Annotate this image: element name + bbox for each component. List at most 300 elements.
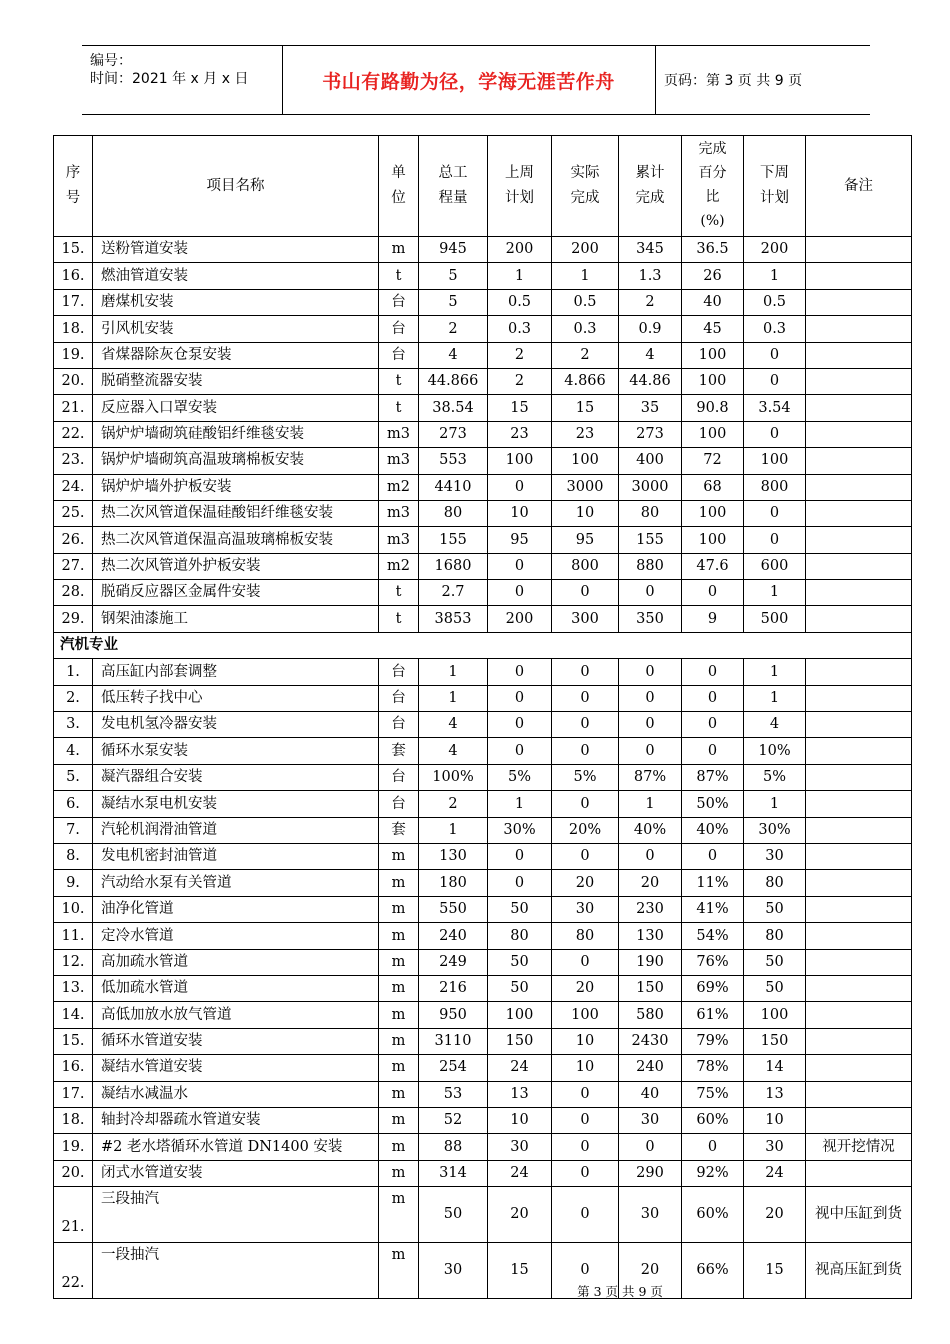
row-total: 38.54 — [419, 395, 488, 421]
row-no: 18. — [54, 316, 93, 342]
row-no: 1. — [54, 659, 93, 685]
row-total: 50 — [419, 1187, 488, 1243]
row-actual: 10 — [552, 1028, 619, 1054]
row-percent: 72 — [682, 448, 744, 474]
row-next-week-plan: 80 — [744, 870, 806, 896]
row-no: 4. — [54, 738, 93, 764]
row-last-week-plan: 24 — [488, 1055, 552, 1081]
row-cumulative: 2 — [619, 289, 682, 315]
table-row — [54, 395, 912, 421]
row-unit: t — [379, 395, 419, 421]
header-name: 项目名称 — [93, 136, 379, 237]
row-remark — [806, 368, 912, 394]
table-row — [54, 1107, 912, 1133]
row-unit: m2 — [379, 553, 419, 579]
row-total: 5 — [419, 263, 488, 289]
row-next-week-plan: 800 — [744, 474, 806, 500]
row-percent: 66% — [682, 1243, 744, 1299]
row-actual: 0 — [552, 712, 619, 738]
row-remark — [806, 1081, 912, 1107]
table-row — [54, 896, 912, 922]
row-percent: 0 — [682, 580, 744, 606]
row-unit: 套 — [379, 817, 419, 843]
row-remark — [806, 448, 912, 474]
row-name: 三段抽汽 — [93, 1187, 379, 1243]
row-next-week-plan: 10% — [744, 738, 806, 764]
row-last-week-plan: 5% — [488, 764, 552, 790]
row-percent: 61% — [682, 1002, 744, 1028]
row-actual: 0.3 — [552, 316, 619, 342]
row-next-week-plan: 1 — [744, 580, 806, 606]
row-no: 19. — [54, 1134, 93, 1160]
row-cumulative: 3000 — [619, 474, 682, 500]
table-row — [54, 527, 912, 553]
row-no: 17. — [54, 1081, 93, 1107]
row-last-week-plan: 30 — [488, 1134, 552, 1160]
row-remark: 视高压缸到货 — [806, 1243, 912, 1299]
row-no: 11. — [54, 923, 93, 949]
row-no: 20. — [54, 1160, 93, 1186]
row-remark — [806, 527, 912, 553]
row-remark — [806, 685, 912, 711]
row-remark: 视开挖情况 — [806, 1134, 912, 1160]
row-no: 25. — [54, 500, 93, 526]
row-unit: m — [379, 975, 419, 1001]
table-row — [54, 237, 912, 263]
row-remark — [806, 1028, 912, 1054]
row-remark — [806, 659, 912, 685]
row-total: 30 — [419, 1243, 488, 1299]
row-no: 24. — [54, 474, 93, 500]
row-percent: 60% — [682, 1107, 744, 1133]
row-unit: m — [379, 896, 419, 922]
row-next-week-plan: 100 — [744, 1002, 806, 1028]
row-next-week-plan: 30 — [744, 843, 806, 869]
row-cumulative: 0 — [619, 712, 682, 738]
row-remark — [806, 289, 912, 315]
row-total: 273 — [419, 421, 488, 447]
row-next-week-plan: 0 — [744, 421, 806, 447]
row-no: 16. — [54, 263, 93, 289]
row-total: 945 — [419, 237, 488, 263]
row-name: 凝汽器组合安装 — [93, 764, 379, 790]
row-next-week-plan: 200 — [744, 237, 806, 263]
row-remark — [806, 553, 912, 579]
row-actual: 0 — [552, 1081, 619, 1107]
row-next-week-plan: 0.3 — [744, 316, 806, 342]
row-next-week-plan: 600 — [744, 553, 806, 579]
row-percent: 100 — [682, 500, 744, 526]
row-total: 1 — [419, 817, 488, 843]
row-cumulative: 0 — [619, 843, 682, 869]
row-name: 高压缸内部套调整 — [93, 659, 379, 685]
row-cumulative: 150 — [619, 975, 682, 1001]
row-last-week-plan: 0 — [488, 580, 552, 606]
row-unit: t — [379, 368, 419, 394]
row-remark — [806, 474, 912, 500]
page-footer: 第 3 页 共 9 页 — [577, 1284, 663, 1299]
row-unit: m — [379, 949, 419, 975]
row-last-week-plan: 0 — [488, 474, 552, 500]
header-total: 总工程量 — [419, 136, 488, 237]
row-unit: m3 — [379, 500, 419, 526]
row-no: 12. — [54, 949, 93, 975]
row-name: 锅炉炉墙砌筑硅酸铝纤维毯安装 — [93, 421, 379, 447]
row-percent: 50% — [682, 791, 744, 817]
row-actual: 95 — [552, 527, 619, 553]
table-row — [54, 553, 912, 579]
row-percent: 40% — [682, 817, 744, 843]
row-remark — [806, 1160, 912, 1186]
row-remark — [806, 738, 912, 764]
row-actual: 0 — [552, 659, 619, 685]
row-actual: 80 — [552, 923, 619, 949]
table-row — [54, 764, 912, 790]
row-no: 10. — [54, 896, 93, 922]
row-last-week-plan: 0 — [488, 843, 552, 869]
row-name: 锅炉炉墙外护板安装 — [93, 474, 379, 500]
row-last-week-plan: 1 — [488, 263, 552, 289]
row-actual: 2 — [552, 342, 619, 368]
row-no: 13. — [54, 975, 93, 1001]
row-unit: 台 — [379, 764, 419, 790]
row-remark — [806, 896, 912, 922]
header-unit: 单位 — [379, 136, 419, 237]
row-remark — [806, 870, 912, 896]
row-actual: 100 — [552, 448, 619, 474]
row-name: 发电机氢冷器安装 — [93, 712, 379, 738]
row-remark — [806, 843, 912, 869]
document-time-label: 时间：2021 年 x 月 x 日 — [90, 71, 249, 87]
row-total: 950 — [419, 1002, 488, 1028]
row-percent: 75% — [682, 1081, 744, 1107]
row-last-week-plan: 0 — [488, 712, 552, 738]
row-name: 一段抽汽 — [93, 1243, 379, 1299]
row-percent: 41% — [682, 896, 744, 922]
row-name: 油净化管道 — [93, 896, 379, 922]
row-last-week-plan: 13 — [488, 1081, 552, 1107]
row-unit: 台 — [379, 342, 419, 368]
row-no: 2. — [54, 685, 93, 711]
row-no: 5. — [54, 764, 93, 790]
row-remark — [806, 817, 912, 843]
row-total: 100% — [419, 764, 488, 790]
table-row — [54, 580, 912, 606]
row-unit: 台 — [379, 712, 419, 738]
row-name: 凝结水管道安装 — [93, 1055, 379, 1081]
table-header-row — [54, 136, 912, 237]
row-total: 52 — [419, 1107, 488, 1133]
row-name: 送粉管道安装 — [93, 237, 379, 263]
row-unit: m2 — [379, 474, 419, 500]
table-row — [54, 817, 912, 843]
row-total: 44.866 — [419, 368, 488, 394]
row-next-week-plan: 14 — [744, 1055, 806, 1081]
row-actual: 0 — [552, 1160, 619, 1186]
table-row — [54, 606, 912, 632]
row-next-week-plan: 1 — [744, 263, 806, 289]
row-last-week-plan: 24 — [488, 1160, 552, 1186]
row-no: 21. — [54, 395, 93, 421]
row-remark — [806, 421, 912, 447]
row-next-week-plan: 15 — [744, 1243, 806, 1299]
section-turbine — [54, 632, 912, 658]
row-name: 脱硝反应器区金属件安装 — [93, 580, 379, 606]
row-percent: 69% — [682, 975, 744, 1001]
table-row — [54, 1160, 912, 1186]
row-unit: m3 — [379, 448, 419, 474]
row-unit: t — [379, 580, 419, 606]
row-cumulative: 80 — [619, 500, 682, 526]
row-next-week-plan: 30 — [744, 1134, 806, 1160]
row-remark — [806, 975, 912, 1001]
table-row — [54, 791, 912, 817]
row-last-week-plan: 0.3 — [488, 316, 552, 342]
row-name: 省煤器除灰仓泵安装 — [93, 342, 379, 368]
row-total: 2 — [419, 316, 488, 342]
row-next-week-plan: 24 — [744, 1160, 806, 1186]
row-remark — [806, 580, 912, 606]
table-row — [54, 1002, 912, 1028]
row-unit: 台 — [379, 685, 419, 711]
row-cumulative: 87% — [619, 764, 682, 790]
row-remark — [806, 923, 912, 949]
row-name: 热二次风管道外护板安装 — [93, 553, 379, 579]
row-name: 凝结水减温水 — [93, 1081, 379, 1107]
row-actual: 200 — [552, 237, 619, 263]
row-no: 22. — [54, 421, 93, 447]
row-last-week-plan: 50 — [488, 949, 552, 975]
row-actual: 10 — [552, 1055, 619, 1081]
row-no: 20. — [54, 368, 93, 394]
row-actual: 100 — [552, 1002, 619, 1028]
row-percent: 68 — [682, 474, 744, 500]
row-remark — [806, 1107, 912, 1133]
table-row — [54, 474, 912, 500]
row-total: 550 — [419, 896, 488, 922]
table-row — [54, 843, 912, 869]
row-cumulative: 30 — [619, 1187, 682, 1243]
row-cumulative: 240 — [619, 1055, 682, 1081]
table-row — [54, 263, 912, 289]
row-cumulative: 30 — [619, 1107, 682, 1133]
row-total: 155 — [419, 527, 488, 553]
row-name: 磨煤机安装 — [93, 289, 379, 315]
row-next-week-plan: 13 — [744, 1081, 806, 1107]
row-cumulative: 350 — [619, 606, 682, 632]
row-unit: 台 — [379, 659, 419, 685]
row-name: 热二次风管道保温硅酸铝纤维毯安装 — [93, 500, 379, 526]
row-total: 4 — [419, 738, 488, 764]
row-last-week-plan: 50 — [488, 896, 552, 922]
row-percent: 92% — [682, 1160, 744, 1186]
row-no: 6. — [54, 791, 93, 817]
row-last-week-plan: 2 — [488, 368, 552, 394]
row-actual: 800 — [552, 553, 619, 579]
row-name: 高加疏水管道 — [93, 949, 379, 975]
row-percent: 47.6 — [682, 553, 744, 579]
header-no: 序号 — [54, 136, 93, 237]
row-percent: 60% — [682, 1187, 744, 1243]
row-actual: 0 — [552, 1107, 619, 1133]
header-percent: 完成百分比(%) — [682, 136, 744, 237]
table-row — [54, 712, 912, 738]
row-name: 燃油管道安装 — [93, 263, 379, 289]
row-unit: m — [379, 1187, 419, 1243]
row-percent: 0 — [682, 1134, 744, 1160]
row-actual: 0 — [552, 1243, 619, 1299]
table-row — [54, 1134, 912, 1160]
row-actual: 0 — [552, 580, 619, 606]
row-no: 15. — [54, 237, 93, 263]
row-total: 80 — [419, 500, 488, 526]
table-row — [54, 316, 912, 342]
row-total: 4 — [419, 712, 488, 738]
row-unit: 台 — [379, 791, 419, 817]
table-row — [54, 1028, 912, 1054]
row-actual: 4.866 — [552, 368, 619, 394]
table-row — [54, 949, 912, 975]
row-last-week-plan: 1 — [488, 791, 552, 817]
header-cumulative: 累计完成 — [619, 136, 682, 237]
row-unit: m — [379, 1160, 419, 1186]
row-no: 3. — [54, 712, 93, 738]
row-no: 28. — [54, 580, 93, 606]
row-last-week-plan: 0 — [488, 870, 552, 896]
table-row — [54, 368, 912, 394]
row-remark — [806, 712, 912, 738]
row-no: 16. — [54, 1055, 93, 1081]
row-remark: 视中压缸到货 — [806, 1187, 912, 1243]
row-no: 8. — [54, 843, 93, 869]
row-last-week-plan: 200 — [488, 237, 552, 263]
row-percent: 87% — [682, 764, 744, 790]
row-next-week-plan: 4 — [744, 712, 806, 738]
row-cumulative: 190 — [619, 949, 682, 975]
row-remark — [806, 500, 912, 526]
row-cumulative: 345 — [619, 237, 682, 263]
row-cumulative: 4 — [619, 342, 682, 368]
row-actual: 1 — [552, 263, 619, 289]
row-next-week-plan: 500 — [744, 606, 806, 632]
row-total: 180 — [419, 870, 488, 896]
page-header — [82, 45, 870, 115]
row-unit: 台 — [379, 316, 419, 342]
row-total: 1 — [419, 659, 488, 685]
row-actual: 0.5 — [552, 289, 619, 315]
row-actual: 30 — [552, 896, 619, 922]
header-actual: 实际完成 — [552, 136, 619, 237]
row-next-week-plan: 0 — [744, 342, 806, 368]
row-next-week-plan: 1 — [744, 685, 806, 711]
header-next-week-plan: 下周计划 — [744, 136, 806, 237]
row-unit: m — [379, 1134, 419, 1160]
row-next-week-plan: 80 — [744, 923, 806, 949]
row-remark — [806, 237, 912, 263]
row-last-week-plan: 0.5 — [488, 289, 552, 315]
row-no: 18. — [54, 1107, 93, 1133]
table-row — [54, 923, 912, 949]
row-total: 1680 — [419, 553, 488, 579]
row-cumulative: 0 — [619, 738, 682, 764]
row-percent: 11% — [682, 870, 744, 896]
row-unit: m — [379, 1107, 419, 1133]
row-total: 130 — [419, 843, 488, 869]
row-actual: 0 — [552, 1134, 619, 1160]
row-actual: 0 — [552, 791, 619, 817]
header-remark: 备注 — [806, 136, 912, 237]
row-next-week-plan: 50 — [744, 949, 806, 975]
row-total: 1 — [419, 685, 488, 711]
row-cumulative: 130 — [619, 923, 682, 949]
table-row — [54, 738, 912, 764]
row-name: #2 老水塔循环水管道 DN1400 安装 — [93, 1134, 379, 1160]
row-name: 低加疏水管道 — [93, 975, 379, 1001]
row-percent: 45 — [682, 316, 744, 342]
row-remark — [806, 764, 912, 790]
row-last-week-plan: 15 — [488, 395, 552, 421]
table-row — [54, 975, 912, 1001]
row-cumulative: 2430 — [619, 1028, 682, 1054]
row-unit: t — [379, 606, 419, 632]
row-cumulative: 290 — [619, 1160, 682, 1186]
row-actual: 20 — [552, 975, 619, 1001]
table-row — [54, 1055, 912, 1081]
row-next-week-plan: 1 — [744, 791, 806, 817]
row-total: 3853 — [419, 606, 488, 632]
row-last-week-plan: 200 — [488, 606, 552, 632]
progress-table — [53, 135, 912, 1299]
row-last-week-plan: 10 — [488, 500, 552, 526]
row-last-week-plan: 150 — [488, 1028, 552, 1054]
row-actual: 0 — [552, 843, 619, 869]
row-last-week-plan: 50 — [488, 975, 552, 1001]
row-name: 闭式水管道安装 — [93, 1160, 379, 1186]
row-unit: m3 — [379, 527, 419, 553]
row-percent: 0 — [682, 659, 744, 685]
row-cumulative: 40% — [619, 817, 682, 843]
row-total: 216 — [419, 975, 488, 1001]
row-total: 314 — [419, 1160, 488, 1186]
row-no: 7. — [54, 817, 93, 843]
row-no: 27. — [54, 553, 93, 579]
row-unit: m — [379, 843, 419, 869]
row-total: 88 — [419, 1134, 488, 1160]
row-remark — [806, 342, 912, 368]
row-last-week-plan: 0 — [488, 685, 552, 711]
row-total: 254 — [419, 1055, 488, 1081]
table-row — [54, 870, 912, 896]
row-no: 14. — [54, 1002, 93, 1028]
row-total: 4410 — [419, 474, 488, 500]
row-cumulative: 1 — [619, 791, 682, 817]
row-cumulative: 44.86 — [619, 368, 682, 394]
row-next-week-plan: 20 — [744, 1187, 806, 1243]
row-remark — [806, 949, 912, 975]
row-total: 240 — [419, 923, 488, 949]
table-row — [54, 342, 912, 368]
row-unit: m — [379, 923, 419, 949]
row-cumulative: 0 — [619, 685, 682, 711]
row-percent: 0 — [682, 843, 744, 869]
row-name: 汽轮机润滑油管道 — [93, 817, 379, 843]
row-percent: 0 — [682, 712, 744, 738]
row-next-week-plan: 1 — [744, 659, 806, 685]
row-total: 3110 — [419, 1028, 488, 1054]
row-no: 9. — [54, 870, 93, 896]
table-row — [54, 500, 912, 526]
row-percent: 100 — [682, 527, 744, 553]
